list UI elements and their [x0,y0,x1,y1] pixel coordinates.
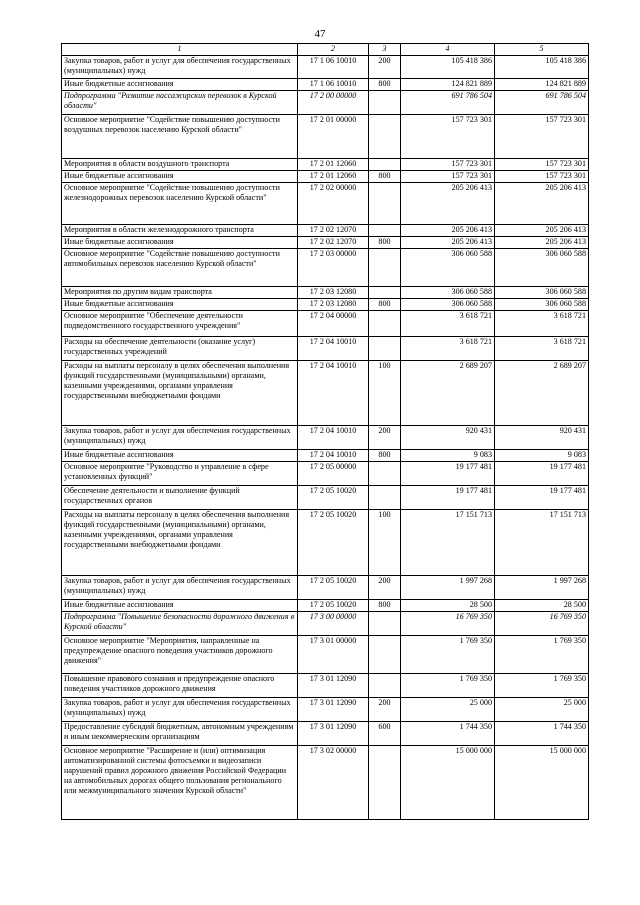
row-amount-col4-cell: 25 000 [401,698,495,722]
row-code-cell: 17 2 02 12070 [298,237,369,249]
row-type-cell: 800 [369,237,401,249]
row-type-cell: 200 [369,698,401,722]
row-name-cell: Основное мероприятие "Содействие повышению доступности железнодорожных перевозок населению Курской области" [62,183,298,225]
row-amount-col4-cell: 306 060 588 [401,299,495,311]
row-amount-col5-cell: 3 618 721 [495,337,589,361]
row-code-cell: 17 2 02 12070 [298,225,369,237]
table-row [62,311,589,337]
row-amount-col5-cell: 1 769 350 [495,636,589,674]
row-code-cell: 17 2 00 00000 [298,91,369,115]
row-code-cell: 17 3 01 12090 [298,698,369,722]
table-row [62,115,589,159]
row-amount-col5-cell: 157 723 301 [495,159,589,171]
row-name-cell: Основное мероприятие "Содействие повышению доступности автомобильных перевозок населению Курской области" [62,249,298,287]
row-amount-col4-cell: 15 000 000 [401,746,495,820]
row-amount-col5-cell: 28 500 [495,600,589,612]
budget-table [61,43,589,820]
row-name-cell: Иные бюджетные ассигнования [62,171,298,183]
table-body [62,56,589,820]
table-row [62,674,589,698]
table-row [62,159,589,171]
row-code-cell: 17 2 04 10010 [298,450,369,462]
row-amount-col4-cell: 17 151 713 [401,510,495,576]
row-amount-col4-cell: 1 997 268 [401,576,495,600]
row-amount-col5-cell: 17 151 713 [495,510,589,576]
row-code-cell: 17 2 04 00000 [298,311,369,337]
row-amount-col4-cell: 1 769 350 [401,674,495,698]
row-type-cell: 100 [369,361,401,426]
table-row [62,183,589,225]
row-name-cell: Закупка товаров, работ и услуг для обеспечения государственных (муниципальных) нужд [62,576,298,600]
row-type-cell: 600 [369,722,401,746]
row-amount-col5-cell: 205 206 413 [495,237,589,249]
row-type-cell: 100 [369,510,401,576]
row-name-cell: Закупка товаров, работ и услуг для обеспечения государственных (муниципальных) нужд [62,426,298,450]
table-row [62,91,589,115]
table-row [62,612,589,636]
row-amount-col5-cell: 3 618 721 [495,311,589,337]
table-row [62,698,589,722]
table-row [62,486,589,510]
row-name-cell: Основное мероприятие "Содействие повышению доступности воздушных перевозок населению Курской области" [62,115,298,159]
row-amount-col5-cell: 157 723 301 [495,115,589,159]
row-amount-col4-cell: 205 206 413 [401,237,495,249]
row-amount-col4-cell: 19 177 481 [401,462,495,486]
row-type-cell: 800 [369,600,401,612]
header-col-5: 5 [495,44,589,56]
row-amount-col4-cell: 19 177 481 [401,486,495,510]
row-name-cell: Обеспечение деятельности и выполнение функций государственных органов [62,486,298,510]
row-name-cell: Иные бюджетные ассигнования [62,600,298,612]
row-code-cell: 17 2 03 12080 [298,287,369,299]
row-amount-col5-cell: 306 060 588 [495,299,589,311]
table-row [62,361,589,426]
row-amount-col5-cell: 1 769 350 [495,674,589,698]
row-amount-col4-cell: 205 206 413 [401,183,495,225]
row-type-cell: 800 [369,79,401,91]
row-name-cell: Основное мероприятие "Руководство и управление в сфере установленных функций" [62,462,298,486]
table-row [62,249,589,287]
row-type-cell [369,311,401,337]
row-type-cell: 800 [369,171,401,183]
row-name-cell: Иные бюджетные ассигнования [62,450,298,462]
row-name-cell: Расходы на выплаты персоналу в целях обеспечения выполнения функций государственными (муниципальными) органами, казенными учреждениями, органами управления государственными внебюджетными фондами [62,361,298,426]
row-code-cell: 17 1 06 10010 [298,79,369,91]
row-type-cell: 800 [369,299,401,311]
row-name-cell: Закупка товаров, работ и услуг для обеспечения государственных (муниципальных) нужд [62,56,298,79]
row-amount-col5-cell: 105 418 386 [495,56,589,79]
row-amount-col4-cell: 205 206 413 [401,225,495,237]
row-type-cell [369,636,401,674]
row-name-cell: Иные бюджетные ассигнования [62,237,298,249]
row-type-cell: 800 [369,450,401,462]
row-name-cell: Основное мероприятие "Мероприятия, направленные на предупреждение опасного поведения участников дорожного движения" [62,636,298,674]
table-row [62,56,589,79]
page-number: 47 [314,28,326,40]
table-row [62,225,589,237]
row-code-cell: 17 2 05 00000 [298,462,369,486]
row-amount-col5-cell: 16 769 350 [495,612,589,636]
row-type-cell [369,183,401,225]
row-amount-col5-cell: 19 177 481 [495,486,589,510]
row-amount-col4-cell: 157 723 301 [401,115,495,159]
row-amount-col4-cell: 124 821 889 [401,79,495,91]
table-row [62,79,589,91]
row-amount-col5-cell: 205 206 413 [495,183,589,225]
table-row [62,510,589,576]
row-code-cell: 17 2 04 10010 [298,426,369,450]
row-amount-col4-cell: 3 618 721 [401,337,495,361]
table-row [62,299,589,311]
row-amount-col5-cell: 1 744 350 [495,722,589,746]
row-amount-col5-cell: 157 723 301 [495,171,589,183]
row-amount-col4-cell: 157 723 301 [401,171,495,183]
row-name-cell: Мероприятия в области воздушного транспорта [62,159,298,171]
header-col-4: 4 [401,44,495,56]
row-code-cell: 17 3 02 00000 [298,746,369,820]
row-type-cell [369,159,401,171]
row-amount-col4-cell: 16 769 350 [401,612,495,636]
row-name-cell: Иные бюджетные ассигнования [62,79,298,91]
row-type-cell [369,337,401,361]
row-code-cell: 17 3 01 00000 [298,636,369,674]
table-row [62,462,589,486]
row-amount-col4-cell: 306 060 588 [401,249,495,287]
row-name-cell: Предоставление субсидий бюджетным, автономным учреждениям и иным некоммерческим организациям [62,722,298,746]
row-amount-col5-cell: 2 689 207 [495,361,589,426]
row-amount-col5-cell: 1 997 268 [495,576,589,600]
row-amount-col4-cell: 1 744 350 [401,722,495,746]
row-code-cell: 17 2 02 00000 [298,183,369,225]
row-code-cell: 17 2 05 10020 [298,510,369,576]
row-type-cell [369,612,401,636]
table-row [62,600,589,612]
row-name-cell: Мероприятия в области железнодорожного транспорта [62,225,298,237]
table-row [62,576,589,600]
row-name-cell: Расходы на выплаты персоналу в целях обеспечения выполнения функций государственными (муниципальными) органами, казенными учреждениями, органами управления государственными внебюджетными фондами [62,510,298,576]
row-amount-col5-cell: 205 206 413 [495,225,589,237]
table-row [62,722,589,746]
row-name-cell: Основное мероприятие "Расширение и (или) оптимизация автоматизированной системы фотосъемки и видеозаписи нарушений правил дорожного движения Российской Федерации на автомобильных дорогах общего пользования регионального или межмуниципального значения Курской области" [62,746,298,820]
table-row [62,746,589,820]
row-code-cell: 17 2 01 12060 [298,171,369,183]
header-col-1: 1 [62,44,298,56]
table-row [62,426,589,450]
row-name-cell: Основное мероприятие "Обеспечение деятельности подведомственного государственного учреждения" [62,311,298,337]
row-code-cell: 17 2 05 10020 [298,486,369,510]
row-amount-col4-cell: 28 500 [401,600,495,612]
row-type-cell [369,249,401,287]
row-name-cell: Закупка товаров, работ и услуг для обеспечения государственных (муниципальных) нужд [62,698,298,722]
row-name-cell: Подпрограмма "Развитие пассажирских перевозок в Курской области" [62,91,298,115]
row-type-cell: 200 [369,56,401,79]
row-type-cell [369,91,401,115]
row-code-cell: 17 3 01 12090 [298,674,369,698]
row-type-cell: 200 [369,426,401,450]
row-amount-col5-cell: 15 000 000 [495,746,589,820]
row-amount-col4-cell: 691 786 504 [401,91,495,115]
row-type-cell: 200 [369,576,401,600]
row-amount-col4-cell: 105 418 386 [401,56,495,79]
row-amount-col4-cell: 920 431 [401,426,495,450]
row-code-cell: 17 2 01 00000 [298,115,369,159]
table-header-row [62,44,589,56]
row-code-cell: 17 2 03 00000 [298,249,369,287]
table-row [62,287,589,299]
row-amount-col5-cell: 306 060 588 [495,287,589,299]
row-amount-col4-cell: 1 769 350 [401,636,495,674]
row-code-cell: 17 2 04 10010 [298,361,369,426]
row-amount-col5-cell: 920 431 [495,426,589,450]
row-code-cell: 17 2 05 10020 [298,600,369,612]
row-amount-col5-cell: 9 083 [495,450,589,462]
row-amount-col5-cell: 19 177 481 [495,462,589,486]
row-amount-col5-cell: 306 060 588 [495,249,589,287]
row-code-cell: 17 2 05 10020 [298,576,369,600]
table-row [62,450,589,462]
row-amount-col4-cell: 2 689 207 [401,361,495,426]
row-type-cell [369,115,401,159]
row-amount-col4-cell: 3 618 721 [401,311,495,337]
row-amount-col5-cell: 691 786 504 [495,91,589,115]
row-name-cell: Подпрограмма "Повышение безопасности дорожного движения в Курской области" [62,612,298,636]
row-amount-col5-cell: 124 821 889 [495,79,589,91]
row-name-cell: Расходы на обеспечение деятельности (оказание услуг) государственных учреждений [62,337,298,361]
row-type-cell [369,746,401,820]
row-code-cell: 17 2 03 12080 [298,299,369,311]
row-amount-col4-cell: 9 083 [401,450,495,462]
row-name-cell: Повышение правового сознания и предупреждение опасного поведения участников дорожного движения [62,674,298,698]
row-code-cell: 17 2 01 12060 [298,159,369,171]
table-row [62,337,589,361]
row-code-cell: 17 2 04 10010 [298,337,369,361]
row-type-cell [369,486,401,510]
row-name-cell: Иные бюджетные ассигнования [62,299,298,311]
row-type-cell [369,462,401,486]
table-row [62,171,589,183]
header-col-3: 3 [369,44,401,56]
table-row [62,636,589,674]
row-amount-col4-cell: 157 723 301 [401,159,495,171]
row-type-cell [369,674,401,698]
row-code-cell: 17 3 01 12090 [298,722,369,746]
row-name-cell: Мероприятия по другим видам транспорта [62,287,298,299]
row-amount-col5-cell: 25 000 [495,698,589,722]
table-row [62,237,589,249]
header-col-2: 2 [298,44,369,56]
row-code-cell: 17 3 00 00000 [298,612,369,636]
row-type-cell [369,225,401,237]
row-amount-col4-cell: 306 060 588 [401,287,495,299]
row-code-cell: 17 1 06 10010 [298,56,369,79]
row-type-cell [369,287,401,299]
